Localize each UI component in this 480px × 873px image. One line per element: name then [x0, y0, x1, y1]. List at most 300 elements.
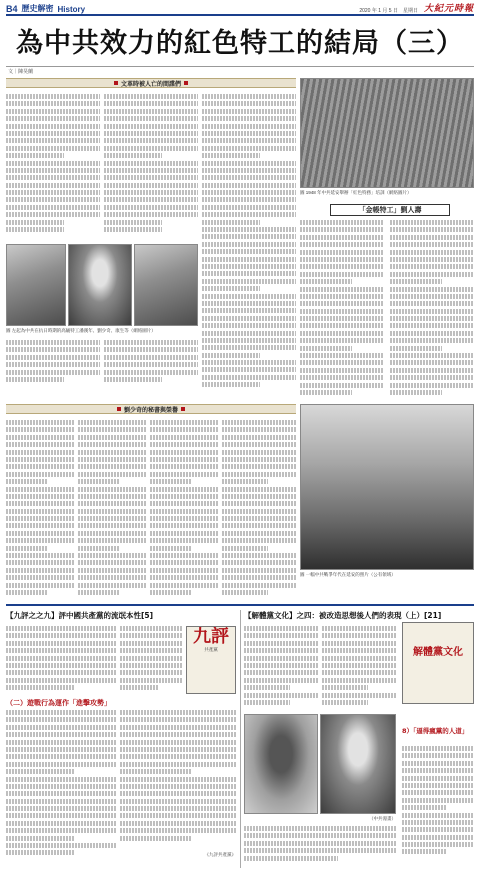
text-line [202, 249, 296, 254]
text-line [300, 235, 384, 240]
text-line [202, 131, 296, 136]
text-line [78, 531, 146, 536]
subsection-heading-2: 8）「逼得瘋黨的人道」 [402, 727, 469, 735]
text-line [6, 116, 100, 121]
text-line [6, 546, 48, 551]
text-line [222, 523, 296, 528]
text-line [300, 301, 384, 306]
text-line [6, 725, 116, 730]
text-line [6, 212, 100, 217]
text-line [6, 583, 74, 588]
text-line [322, 685, 368, 690]
text-line [78, 450, 146, 455]
text-line [6, 769, 74, 774]
text-line [6, 347, 100, 352]
text-line [322, 648, 396, 653]
text-line [390, 220, 474, 225]
text-line [202, 375, 296, 380]
article-column-13 [120, 710, 236, 848]
text-line [202, 323, 296, 328]
text-line [120, 777, 236, 782]
text-line [390, 368, 474, 373]
text-line [202, 183, 296, 188]
text-line [78, 442, 146, 447]
text-line [202, 234, 296, 239]
text-line [150, 509, 218, 514]
text-line [390, 309, 474, 314]
text-line [104, 340, 198, 345]
text-line [6, 355, 100, 360]
text-line [390, 235, 474, 240]
series-title-2: 【解體黨文化】之四：被改造思想後人們的表現（上）[21] [244, 611, 442, 620]
text-line [202, 345, 296, 350]
book2-title: 解體黨文化 [413, 647, 463, 658]
text-line [78, 427, 146, 432]
text-line [78, 523, 146, 528]
text-line [120, 678, 182, 683]
text-line [300, 220, 384, 225]
text-line [120, 821, 236, 826]
text-line [6, 109, 100, 114]
text-line [300, 390, 352, 395]
text-line [202, 101, 296, 106]
article-column-14 [244, 626, 318, 710]
text-line [244, 826, 396, 831]
text-line [390, 250, 474, 255]
text-line [120, 747, 236, 752]
text-line [244, 856, 338, 861]
text-line [6, 850, 74, 855]
text-line [322, 700, 368, 705]
text-line [202, 161, 296, 166]
text-line [120, 626, 182, 631]
text-line [78, 590, 120, 595]
text-line [6, 575, 74, 580]
text-line [202, 331, 296, 336]
book-cover-disintegrate-party-culture [402, 622, 474, 704]
text-line [6, 190, 100, 195]
text-line [150, 450, 218, 455]
text-line [6, 161, 100, 166]
text-line [78, 509, 146, 514]
text-line [390, 294, 474, 299]
text-line [150, 442, 218, 447]
text-line [202, 308, 296, 313]
text-line [6, 362, 100, 367]
text-line [244, 848, 396, 853]
text-line [78, 494, 146, 499]
article-column-6 [6, 420, 74, 600]
text-line [120, 648, 182, 653]
text-line [150, 516, 218, 521]
text-line [150, 538, 218, 543]
text-line [390, 338, 474, 343]
text-line [104, 212, 198, 217]
text-line [104, 101, 198, 106]
text-line [202, 382, 260, 387]
text-line [6, 464, 74, 469]
text-line [222, 568, 296, 573]
text-line [6, 501, 74, 506]
text-line [104, 94, 198, 99]
text-line [6, 146, 100, 151]
book-title: 九評 [193, 626, 229, 647]
text-line [120, 732, 236, 737]
article-column-7 [78, 420, 146, 600]
text-line [244, 693, 318, 698]
text-line [300, 316, 384, 321]
headline-rule [6, 66, 474, 67]
text-line [6, 710, 116, 715]
text-line [6, 124, 100, 129]
text-line [104, 109, 198, 114]
text-line [6, 472, 74, 477]
text-line [6, 754, 116, 759]
text-line [6, 828, 116, 833]
text-line [222, 575, 296, 580]
text-line [390, 301, 474, 306]
book-cover-nine-commentaries [186, 626, 236, 694]
text-line [6, 175, 100, 180]
text-line [104, 131, 198, 136]
text-line [322, 693, 396, 698]
text-line [6, 641, 116, 646]
text-line [6, 732, 116, 737]
text-line [390, 323, 474, 328]
text-line [202, 205, 296, 210]
text-line [6, 494, 74, 499]
text-line [104, 175, 198, 180]
text-line [6, 435, 74, 440]
text-line [6, 227, 64, 232]
text-line [6, 648, 116, 653]
text-line [78, 538, 146, 543]
text-line [120, 740, 236, 745]
newspaper-logo: 大紀元時報 [423, 3, 474, 13]
section-banner-2 [6, 404, 296, 414]
text-line [222, 560, 296, 565]
text-line [222, 487, 296, 492]
photo-caption-1: 圖 左起為中共在抗日時期的高級特工潘漢年、劉少奇、康生等（網絡圖片） [6, 328, 156, 333]
text-line [120, 799, 236, 804]
text-line [6, 656, 116, 661]
text-line [322, 670, 396, 675]
text-line [202, 146, 296, 151]
text-line [6, 340, 100, 345]
series-title-1: 【九評之之九】評中國共產黨的流氓本性[5] [6, 611, 154, 620]
text-line [202, 316, 296, 321]
text-line [104, 370, 198, 375]
text-line [6, 205, 100, 210]
text-line [150, 590, 192, 595]
text-line [202, 109, 296, 114]
text-line [104, 197, 198, 202]
text-line [390, 383, 474, 388]
page-header [6, 2, 474, 16]
text-line [150, 583, 218, 588]
text-line [120, 836, 192, 841]
article-column-17 [244, 826, 396, 864]
text-line [78, 464, 146, 469]
text-line [244, 641, 318, 646]
text-line [120, 791, 236, 796]
text-line [390, 390, 442, 395]
text-line [300, 242, 384, 247]
text-line [120, 828, 236, 833]
cartoon-image-1 [244, 714, 318, 814]
text-line [6, 220, 64, 225]
text-line [104, 347, 198, 352]
text-line [104, 138, 198, 143]
text-line [6, 784, 116, 789]
text-line [150, 464, 218, 469]
text-line [120, 769, 192, 774]
text-line [78, 575, 146, 580]
text-line [402, 768, 474, 773]
text-line [6, 717, 116, 722]
text-line [402, 849, 447, 854]
text-line [402, 820, 474, 825]
text-line [78, 435, 146, 440]
headline: 為中共效力的紅色特工的結局（三） [16, 28, 464, 59]
text-line [202, 124, 296, 129]
text-line [222, 457, 296, 462]
text-line [300, 250, 384, 255]
article-column-2 [104, 94, 198, 240]
text-line [222, 442, 296, 447]
text-line [120, 806, 236, 811]
text-line [222, 479, 268, 484]
text-line [104, 146, 198, 151]
text-line [402, 835, 474, 840]
text-line [6, 553, 74, 558]
text-line [6, 138, 100, 143]
section-banner-2-text: 劉少奇的秘書與榮譽 [123, 406, 178, 414]
text-line [402, 776, 474, 781]
text-line [120, 710, 236, 715]
text-line [222, 583, 296, 588]
text-line [390, 279, 442, 284]
text-line [6, 806, 116, 811]
text-line [120, 633, 182, 638]
text-line [300, 375, 384, 380]
text-line [104, 355, 198, 360]
text-line [6, 523, 74, 528]
text-line [202, 279, 296, 284]
text-line [6, 370, 100, 375]
photo-caption-2: 圖 1948 年中共延安舉辦「紅色特務」培訓（網絡圖片） [300, 190, 412, 195]
text-line [78, 487, 146, 492]
text-line [6, 101, 100, 106]
text-line [300, 353, 384, 358]
text-line [222, 494, 296, 499]
text-line [6, 633, 116, 638]
text-line [6, 153, 64, 158]
text-line [6, 442, 74, 447]
text-line [120, 685, 158, 690]
text-line [300, 338, 384, 343]
column-banner-agent: 「金帳特工」劉人壽 [330, 204, 450, 216]
text-line [244, 678, 318, 683]
issue-date: 2020 年 1 月 5 日 星期日 [359, 8, 418, 14]
rally-photo [300, 78, 474, 188]
text-line [202, 301, 296, 306]
text-line [202, 338, 296, 343]
text-line [150, 427, 218, 432]
text-line [120, 813, 236, 818]
text-line [6, 590, 48, 595]
text-line [104, 377, 162, 382]
text-line [402, 790, 474, 795]
text-line [6, 568, 74, 573]
text-line [6, 183, 100, 188]
text-line [222, 509, 296, 514]
text-line [300, 309, 384, 314]
battle-photo [300, 404, 474, 570]
text-line [120, 725, 236, 730]
article-column-1b [6, 340, 100, 390]
text-line [150, 435, 218, 440]
text-line [150, 575, 218, 580]
byline: 文｜陳昊蘭 [8, 69, 34, 75]
section-divider [6, 604, 474, 606]
text-line [6, 131, 100, 136]
text-line [120, 656, 182, 661]
text-line [6, 377, 64, 382]
text-line [104, 124, 198, 129]
text-line [6, 197, 100, 202]
text-line [104, 161, 198, 166]
text-line [6, 678, 116, 683]
text-line [202, 190, 296, 195]
text-line [300, 272, 384, 277]
text-line [300, 331, 384, 336]
text-line [78, 420, 146, 425]
text-line [6, 509, 74, 514]
text-line [322, 656, 396, 661]
text-line [6, 168, 100, 173]
text-line [6, 843, 116, 848]
text-line [150, 420, 218, 425]
text-line [202, 197, 296, 202]
section-name: 歷史解密 [21, 4, 54, 13]
text-line [322, 633, 396, 638]
text-line [202, 227, 296, 232]
section-label [6, 3, 85, 14]
text-line [202, 220, 260, 225]
text-line [244, 626, 318, 631]
text-line [6, 799, 116, 804]
text-line [322, 626, 396, 631]
photo-caption-4: 《九評共產黨》 [204, 852, 236, 857]
text-line [222, 420, 296, 425]
portrait-photo-2 [68, 244, 132, 326]
text-line [222, 553, 296, 558]
text-line [390, 257, 474, 262]
article-column-12 [6, 710, 116, 864]
text-line [104, 153, 162, 158]
text-line [6, 762, 116, 767]
text-line [78, 472, 146, 477]
text-line [6, 747, 116, 752]
text-line [402, 783, 474, 788]
article-column-3 [202, 94, 296, 390]
text-line [6, 487, 74, 492]
text-line [402, 761, 474, 766]
book-subtitle: 共產黨 [204, 648, 218, 653]
text-line [150, 487, 218, 492]
text-line [6, 821, 116, 826]
subsection-heading-1: （二）遊戰行為運作「進擊攻勢」 [6, 699, 111, 707]
text-line [202, 138, 296, 143]
article-column-9 [222, 420, 296, 600]
text-line [150, 523, 218, 528]
text-line [6, 663, 116, 668]
text-line [6, 560, 74, 565]
text-line [244, 663, 318, 668]
text-line [390, 353, 474, 358]
text-line [300, 287, 384, 292]
article-column-4 [300, 220, 384, 400]
text-line [202, 353, 260, 358]
text-line [244, 685, 290, 690]
text-line [78, 479, 120, 484]
text-line [402, 805, 447, 810]
text-line [300, 360, 384, 365]
section-banner-1-text: 文革時被人亡的間諜們 [120, 80, 181, 88]
text-line [202, 212, 296, 217]
text-line [120, 754, 236, 759]
text-line [6, 516, 74, 521]
text-line [104, 168, 198, 173]
text-line [390, 242, 474, 247]
text-line [244, 633, 318, 638]
text-line [244, 656, 318, 661]
text-line [6, 94, 100, 99]
text-line [150, 457, 218, 462]
text-line [6, 450, 74, 455]
text-line [402, 813, 474, 818]
text-line [104, 190, 198, 195]
text-line [150, 494, 218, 499]
text-line [222, 450, 296, 455]
article-column-2b [104, 340, 198, 390]
text-line [202, 153, 260, 158]
text-line [322, 678, 396, 683]
cartoon-image-2 [320, 714, 396, 814]
text-line [300, 257, 384, 262]
text-line [390, 360, 474, 365]
text-line [222, 516, 296, 521]
text-line [202, 360, 296, 365]
text-line [300, 279, 352, 284]
text-line [300, 346, 352, 351]
text-line [78, 553, 146, 558]
text-line [104, 227, 162, 232]
text-line [390, 264, 474, 269]
text-line [300, 368, 384, 373]
text-line [120, 717, 236, 722]
text-line [150, 472, 218, 477]
article-column-15 [322, 626, 396, 710]
text-line [222, 435, 296, 440]
text-line [222, 501, 296, 506]
text-line [390, 375, 474, 380]
text-line [150, 479, 192, 484]
text-line [150, 531, 218, 536]
text-line [402, 746, 474, 751]
photo-caption-3: 圖 一幅中共戰爭年代在延安的照片（公有領域） [300, 572, 396, 577]
